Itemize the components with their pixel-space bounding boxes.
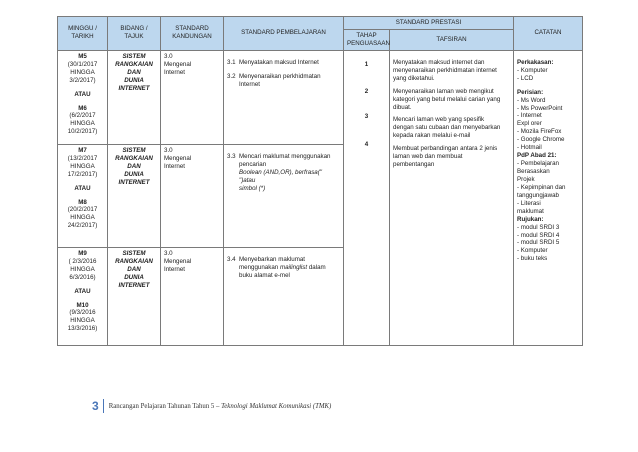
text-line: Internet [164, 265, 185, 273]
text-line: - modul SRDI 4 [517, 231, 560, 239]
text-line: - modul SRDI 3 [517, 223, 560, 231]
text-line: HINGGA [70, 68, 95, 76]
or-label: ATAU [74, 90, 91, 98]
header-topic: BIDANG / TAJUK [108, 17, 161, 51]
content-number: 3.0 [164, 146, 173, 154]
text-line: Mengenal [164, 257, 192, 265]
notes-heading: PdP Abad 21: [517, 152, 557, 160]
text-line: - Hotmail [517, 144, 542, 152]
text-line: Menyenaraikan perkhidmatan [239, 72, 321, 80]
interpretation-item [393, 88, 510, 112]
text-line: Internet [164, 162, 185, 170]
footer-text: Rancangan Pelajaran Tahunan Tahun 5 – Teknologi Maklumat Komunikasi (TMK) [108, 402, 332, 410]
text-line: RANGKAIAN DAN [115, 154, 153, 170]
text-line: HINGGA [70, 162, 95, 170]
text-line: Menyatakan maksud internet dan [393, 58, 485, 66]
text-line: (20/2/2017 [67, 206, 98, 214]
interpretation-item [393, 59, 510, 83]
header-standard-content: STANDARD KANDUNGAN [161, 17, 224, 51]
text-line: Internet [239, 80, 260, 88]
text-line: SISTEM [122, 146, 146, 154]
text-line: - Internet [517, 112, 542, 120]
text-line: (13/2/2017 [67, 154, 98, 162]
text-line: Internet [164, 68, 185, 76]
text-line: DUNIA INTERNET [118, 76, 150, 92]
learning-objective [227, 256, 340, 280]
text-line: - Mozila FireFox [517, 128, 562, 136]
text-line: Projek [517, 175, 535, 183]
level-number: 1 [364, 60, 369, 68]
week-label: M8 [78, 198, 87, 206]
text-line: 13/3/2016) [67, 325, 98, 333]
text-line: HINGGA [70, 214, 95, 222]
or-label: ATAU [74, 184, 91, 192]
text-line: HINGGA [70, 265, 95, 273]
text-line: Mencari maklumat menggunakan [239, 152, 331, 160]
interpretation-item [393, 116, 510, 140]
text-line: DUNIA INTERNET [118, 170, 150, 186]
text-line: pencarian [239, 160, 267, 168]
text-line: Mengenal [164, 154, 192, 162]
learning-standard-cell [224, 247, 344, 345]
text-line: RANGKAIAN DAN [115, 257, 153, 273]
text-line: maklumat [517, 207, 544, 215]
text-line: 17/2/2017) [67, 170, 98, 178]
text-line: menyenaraikan perkhidmatan internet [393, 66, 497, 74]
text-line: kepada rakan melalui e-mail [393, 132, 471, 140]
learning-objective [227, 153, 340, 193]
levels-cell [344, 50, 390, 345]
week-cell [58, 50, 108, 144]
text-line: RANGKAIAN DAN [115, 60, 153, 76]
text-line: laman web dan membuat [393, 153, 463, 161]
text-line: pembentangan [393, 161, 435, 169]
interpretation-cell [390, 50, 514, 345]
week-label: M7 [78, 146, 87, 154]
content-standard-cell [161, 50, 224, 144]
text-line: - Ms Word [517, 96, 546, 104]
content-standard-cell [161, 247, 224, 345]
text-line: Expl orer [517, 120, 542, 128]
text-line: - Literasi [517, 199, 541, 207]
text-line: Mencari laman web yang spesifik [393, 116, 485, 124]
objective-text [239, 59, 319, 67]
objective-number: 3.4 [227, 255, 236, 263]
text-line: Menyatakan maksud Internet [239, 58, 319, 66]
week-label: M9 [78, 249, 87, 257]
notes-heading: Perkakasan: [517, 58, 554, 66]
content-number: 3.0 [164, 52, 173, 60]
table-row [58, 50, 583, 144]
header-standard-performance: STANDARD PRESTASI [344, 17, 514, 30]
text-line: SISTEM [122, 249, 146, 257]
objective-number: 3.1 [227, 58, 236, 66]
learning-standard-cell [224, 50, 344, 144]
text-line: - modul SRDI 5 [517, 239, 560, 247]
text-line: yang diketahui. [393, 74, 435, 82]
text-line: SISTEM [122, 52, 146, 60]
text-line: 3/2/2017) [69, 76, 96, 84]
text-line: dibuat. [393, 103, 412, 111]
text-line: (30/1/2017 [67, 60, 98, 68]
text-line: dengan satu cubaan dan menyebarkan [393, 124, 501, 132]
notes-cell [514, 50, 583, 345]
week-cell [58, 247, 108, 345]
objective-text: Menyebarkan maklumat menggunakan mailinglist dalam buku alamat e-mel [239, 255, 326, 279]
level-number: 3 [364, 112, 369, 120]
text-line: Mengenal [164, 60, 192, 68]
page-number: 3 [92, 399, 104, 413]
content-number: 3.0 [164, 249, 173, 257]
topic-cell [108, 247, 161, 345]
learning-standard-cell [224, 144, 344, 247]
week-cell [58, 144, 108, 247]
text-line: 10/2/2017) [67, 128, 98, 136]
text-line: (9/3/2016 [69, 309, 96, 317]
level-number: 4 [364, 140, 369, 148]
page-footer [92, 399, 331, 413]
text-line: ( 2/3/2016 [68, 257, 97, 265]
text-line: - Ms PowerPoint [517, 104, 563, 112]
text-line: Menyenaraikan laman web mengikut [393, 87, 494, 95]
header-notes: CATATAN [514, 17, 583, 51]
learning-objective [227, 59, 340, 67]
text-line: HINGGA [70, 317, 95, 325]
text-line: - LCD [517, 74, 534, 82]
topic-cell [108, 144, 161, 247]
text-line: Boolean (AND,OR), berfrasa(" ")atau [239, 168, 323, 184]
text-line: DUNIA INTERNET [118, 273, 150, 289]
text-line: tanggungjawab [517, 191, 559, 199]
yearly-lesson-plan-table [57, 16, 583, 346]
text-line: - buku teks [517, 255, 548, 263]
objective-number: 3.2 [227, 72, 236, 80]
text-line: Membuat perbandingan antara 2 jenis [393, 145, 498, 153]
text-line: simbol (*) [239, 184, 266, 192]
week-label: M5 [78, 52, 87, 60]
header-interpretation: TAFSIRAN [390, 29, 514, 50]
objective-text [239, 153, 340, 193]
text-line: kategori yang betul melalui carian yang [393, 95, 501, 103]
week-label: M10 [76, 301, 89, 309]
interpretation-item [393, 145, 510, 169]
content-standard-cell [161, 144, 224, 247]
header-standard-learning: STANDARD PEMBELAJARAN [224, 17, 344, 51]
week-label: M6 [78, 104, 87, 112]
notes-heading: Perisian: [517, 88, 544, 96]
header-week: MINGGU / TARIKH [58, 17, 108, 51]
text-line: HINGGA [70, 120, 95, 128]
objective-number: 3.3 [227, 152, 236, 160]
text-line: - Komputer [517, 247, 548, 255]
text-line: (6/2/2017 [69, 112, 96, 120]
text-line: 24/2/2017) [67, 222, 98, 230]
text-line: - Komputer [517, 66, 548, 74]
learning-objective [227, 73, 340, 89]
text-line: 6/3/2016) [69, 273, 96, 281]
level-number: 2 [364, 87, 369, 95]
header-level: TAHAP PENGUASAAN [344, 29, 390, 50]
text-line: - Google Chrome [517, 136, 565, 144]
topic-cell [108, 50, 161, 144]
objective-text [239, 73, 321, 89]
text-line: Berasaskan [517, 168, 550, 175]
text-line: - Kepimpinan dan [517, 183, 566, 191]
notes-heading: Rujukan: [517, 215, 544, 223]
text-line: - Pembelajaran [517, 160, 559, 168]
or-label: ATAU [74, 287, 91, 295]
